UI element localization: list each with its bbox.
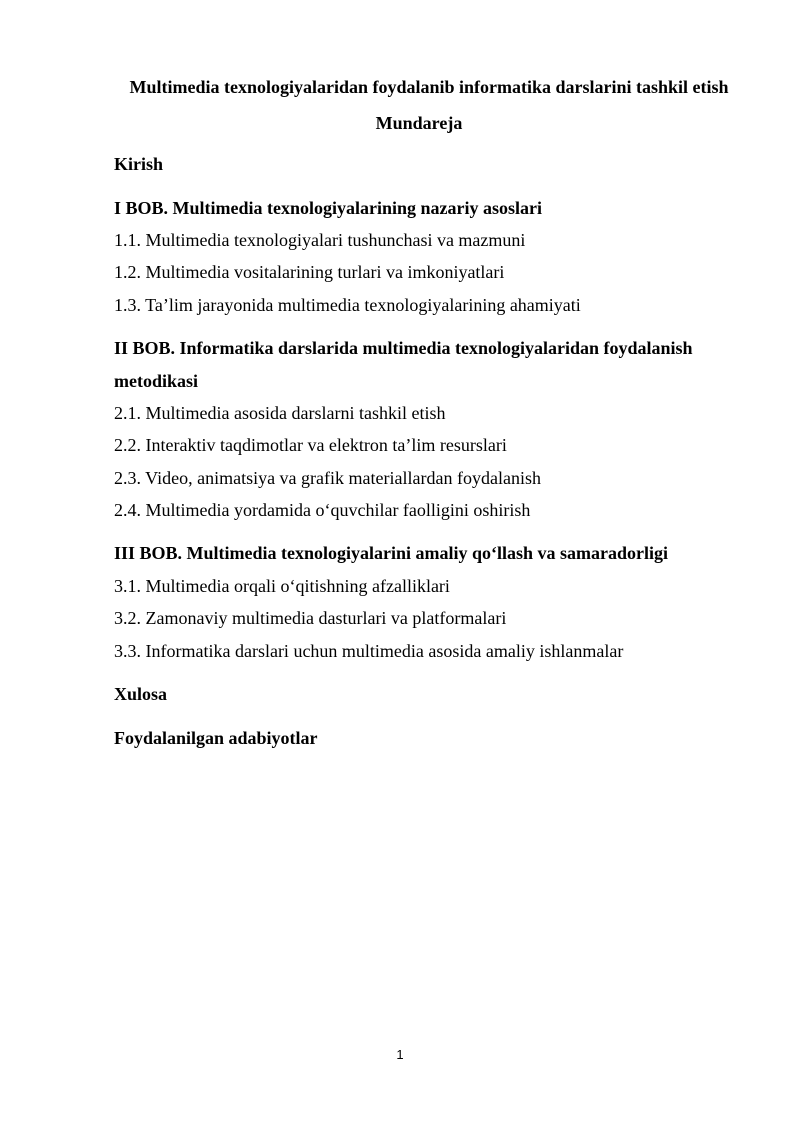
toc-item-3-2: 3.2. Zamonaviy multimedia dasturlari va platformalari [114, 608, 507, 628]
toc-item-2-1: 2.1. Multimedia asosida darslarni tashkil etish [114, 403, 446, 423]
toc-item-3-1: 3.1. Multimedia orqali o‘qitishning afzalliklari [114, 576, 450, 596]
toc-chapter-2-title: II BOB. Informatika darslarida multimedia texnologiyalaridan foydalanish metodikasi [114, 338, 693, 391]
toc-item-2-3: 2.3. Video, animatsiya va grafik materiallardan foydalanish [114, 468, 541, 488]
document-title: Multimedia texnologiyalaridan foydalanib informatika darslarini tashkil etish [129, 77, 729, 97]
toc-references: Foydalanilgan adabiyotlar [114, 728, 318, 748]
toc-item-2-4: 2.4. Multimedia yordamida o‘quvchilar faolligini oshirish [114, 500, 531, 520]
toc-item-3-3: 3.3. Informatika darslari uchun multimedia asosida amaliy ishlanmalar [114, 641, 624, 661]
toc-intro: Kirish [114, 154, 164, 174]
toc-item-1-3: 1.3. Ta’lim jarayonida multimedia texnologiyalarining ahamiyati [114, 295, 581, 315]
page-number: 1 [396, 1047, 404, 1062]
toc-chapter-1-title: I BOB. Multimedia texnologiyalarining nazariy asoslari [114, 198, 543, 218]
toc-item-2-2: 2.2. Interaktiv taqdimotlar va elektron ta’lim resurslari [114, 435, 507, 455]
toc-item-1-1: 1.1. Multimedia texnologiyalari tushunchasi va mazmuni [114, 230, 526, 250]
toc-heading: Mundareja [375, 113, 463, 133]
toc-chapter-3-title: III BOB. Multimedia texnologiyalarini amaliy qo‘llash va samaradorligi [114, 543, 669, 563]
toc-conclusion: Xulosa [114, 684, 168, 704]
toc-item-1-2: 1.2. Multimedia vositalarining turlari va imkoniyatlari [114, 262, 505, 282]
